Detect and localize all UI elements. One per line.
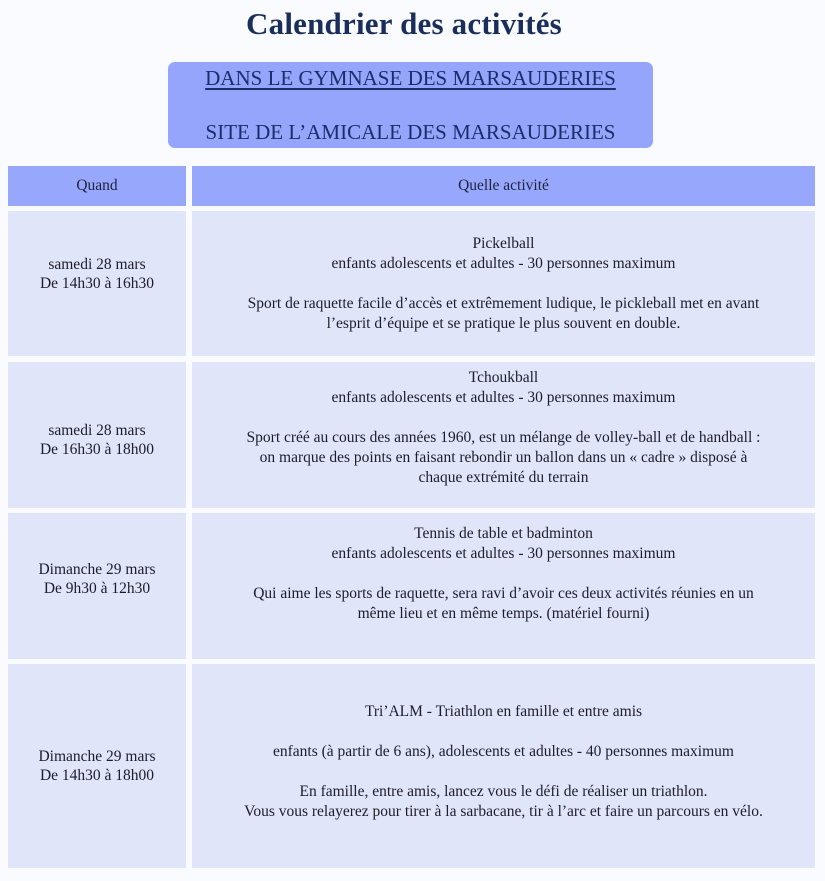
activity-description: chaque extrémité du terrain [418, 469, 589, 486]
activity-description: même lieu et en même temps. (matériel fourni) [357, 605, 650, 622]
header-what-label: Quelle activité [458, 177, 549, 194]
row-time: De 14h30 à 18h00 [39, 767, 155, 784]
table-row-3-when [8, 513, 186, 659]
table-row-3-activity [192, 513, 815, 659]
row-time: De 14h30 à 16h30 [39, 274, 155, 292]
header-when-label: Quand [76, 177, 118, 194]
activity-name: Tri’ALM - Triathlon en famille et entre amis [364, 703, 643, 720]
row-day: Dimanche 29 mars [38, 561, 156, 578]
activity-description: Vous vous relayerez pour tirer à la sarbacane, tir à l’arc et faire un parcours en vélo. [244, 803, 763, 820]
row-day: samedi 28 mars [48, 422, 146, 439]
activity-audience: enfants adolescents et adultes - 30 personnes maximum [331, 389, 676, 406]
table-row-1-when [8, 211, 186, 356]
activity-audience: enfants (à partir de 6 ans), adolescents et adultes - 40 personnes maximum [273, 743, 734, 760]
page-title: Calendrier des activités [246, 6, 562, 41]
activity-description: Qui aime les sports de raquette, sera ravi d’avoir ces deux activités réunies en un [253, 585, 754, 602]
row-day: Dimanche 29 mars [38, 748, 156, 765]
activity-description: Sport de raquette facile d’accès et extrêmement ludique, le pickleball met en avant [247, 294, 760, 312]
activity-description: Sport créé au cours des années 1960, est un mélange de volley-ball et de handball : [246, 429, 761, 446]
row-time: De 9h30 à 12h30 [43, 580, 151, 597]
table-row-4-activity [192, 664, 815, 868]
row-time: De 16h30 à 18h00 [39, 441, 155, 458]
activity-description: En famille, entre amis, lancez vous le défi de réaliser un triathlon. [299, 783, 708, 800]
header-when [8, 166, 186, 206]
activity-description: l’esprit d’équipe et se pratique le plus souvent en double. [326, 314, 681, 332]
table-row-2-activity [192, 362, 815, 508]
location-amicale: SITE DE L’AMICALE DES MARSAUDERIES [205, 120, 616, 144]
location-gymnase-link[interactable]: DANS LE GYMNASE DES MARSAUDERIES [205, 66, 616, 90]
location-box [168, 62, 653, 148]
activity-name: Pickelball [472, 234, 535, 252]
table-row-1-activity [192, 211, 815, 356]
table-row-2-when [8, 362, 186, 508]
activity-name: Tchoukball [468, 369, 539, 386]
table-row-4-when [8, 664, 186, 868]
activity-audience: enfants adolescents et adultes - 30 personnes maximum [331, 254, 676, 272]
activity-audience: enfants adolescents et adultes - 30 personnes maximum [331, 545, 676, 562]
activity-description: on marque des points en faisant rebondir un ballon dans un « cadre » disposé à [259, 449, 748, 466]
header-what [192, 166, 815, 206]
activity-name: Tennis de table et badminton [414, 525, 593, 542]
row-day: samedi 28 mars [48, 255, 146, 273]
